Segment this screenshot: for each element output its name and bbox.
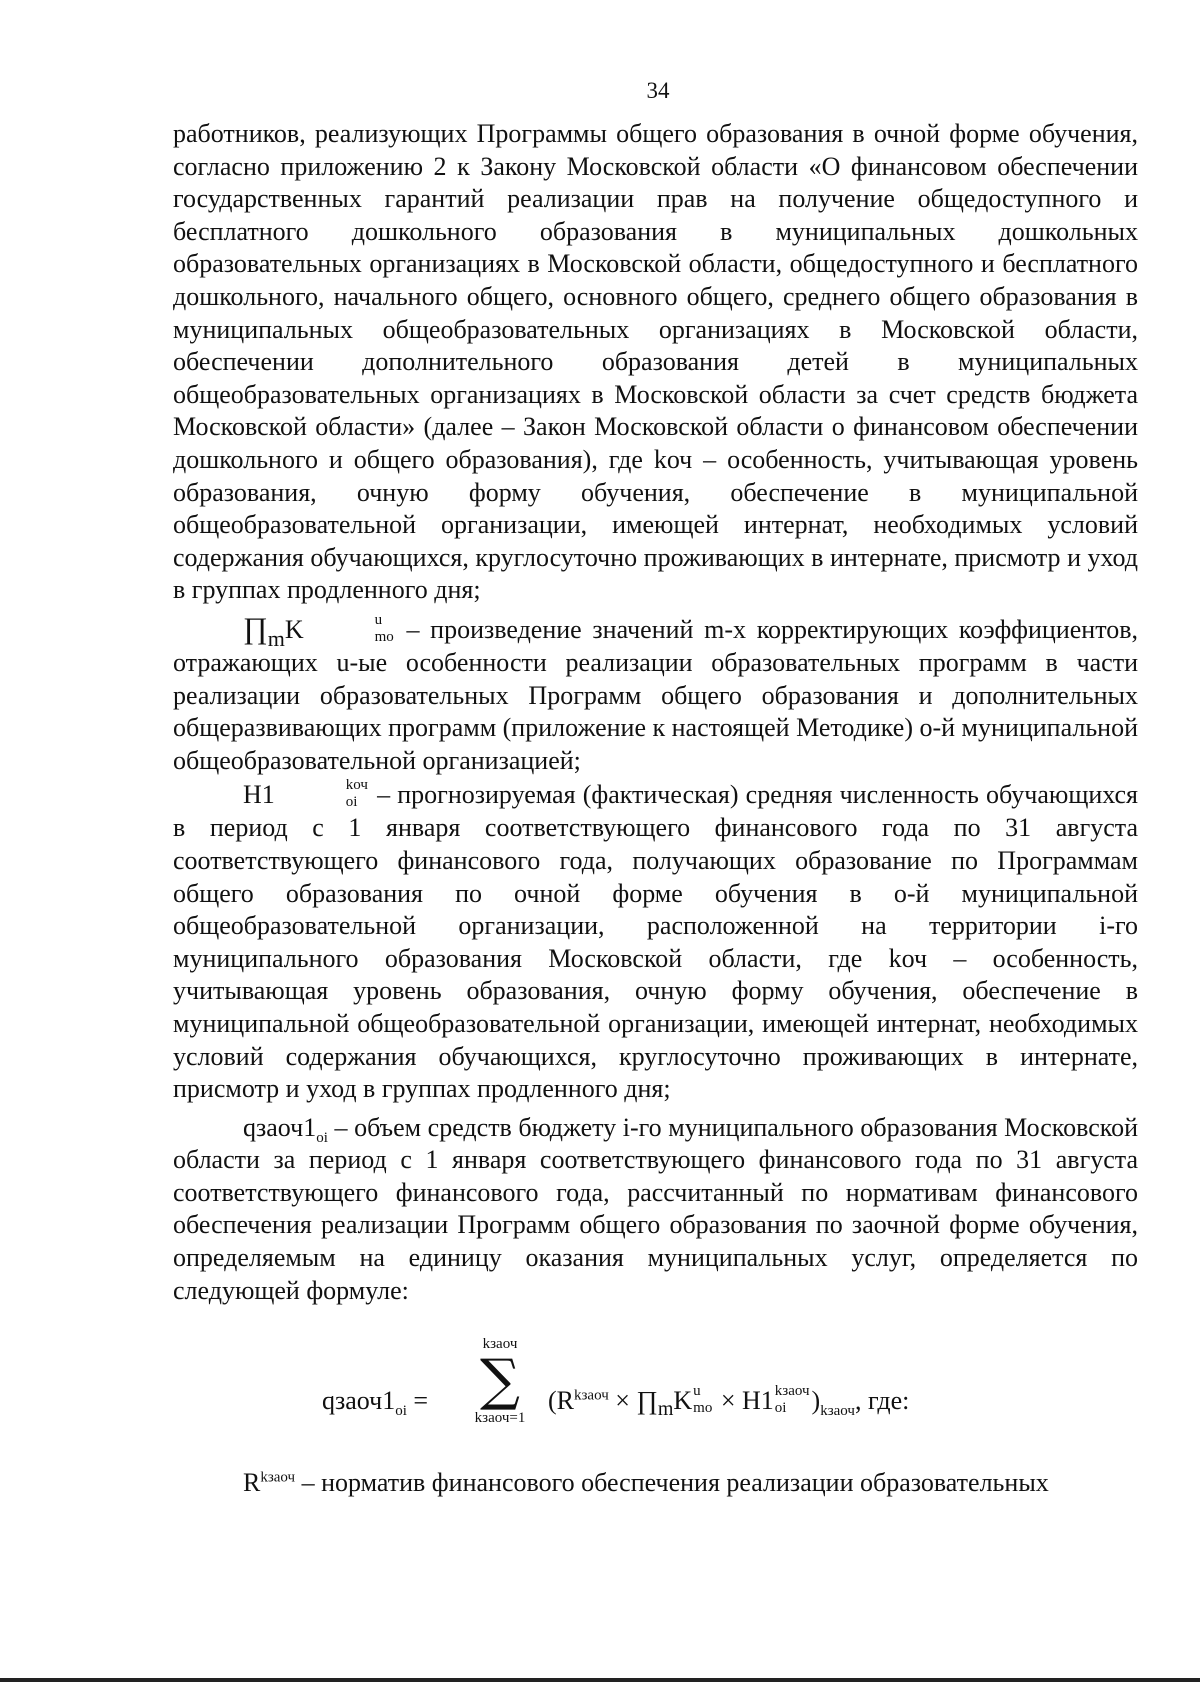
paragraph-2-text: – произведение значений m-х корректирующих коэффициентов, отражающих u-ые особенности реализации образовательных программ в части реализации образовательных Программ общего образования и дополнительных общеразвивающих программ (приложение к настоящей Методике) o-й муниципальной общеобразовательной организацией;: [173, 614, 1139, 775]
formula-tail: , где:: [854, 1386, 910, 1416]
formula-k-sub: mo: [693, 1400, 713, 1417]
paragraph-4-text: – объем средств бюджету i-го муниципального образования Московской области за период с 1 января соответствующего финансового года по 31 августа соответствующего финансового года, рассчитанный по нормативам финансового обеспечения реализации Программ общего образования по заочной форме обучения, определяемым на единицу оказания муниципальных услуг, определяется по следующей формуле:: [173, 1112, 1138, 1305]
q-subscript: oi: [316, 1129, 328, 1146]
page-number: 34: [646, 78, 670, 103]
formula-product-sub: m: [657, 1398, 674, 1421]
formula-times-h1: × H1: [714, 1386, 774, 1416]
paragraph-5-text: – норматив финансового обеспечения реализации образовательных: [295, 1468, 1049, 1498]
formula-close-sub: kзаоч: [820, 1403, 855, 1420]
coefficient-k: K: [284, 614, 304, 644]
h1-indices: [276, 777, 368, 812]
summation-symbol: ∑: [480, 1348, 520, 1414]
formula-rhs: [548, 1383, 910, 1421]
product-symbol: ∏: [243, 611, 268, 645]
formula-equals: =: [406, 1386, 435, 1416]
paragraph-average-enrollment: [173, 779, 1138, 1105]
h1-symbol: H1: [243, 780, 275, 810]
coefficient-k-sub: mo: [374, 628, 394, 645]
formula-k-indices: [693, 1383, 713, 1418]
h1-sub: oi: [345, 794, 358, 811]
paragraph-1: работников, реализующих Программы общего образования в очной форме обучения, согласно приложению 2 к Закону Московской области «О финансовом обеспечении государственных гарантий реализации прав на получение общедоступного и бесплатного дошкольного образования в муниципальных дошкольных образовательных организациях в Московской области, общедоступного и бесплатного дошкольного, начального общего, основного общего, среднего общего образования в муниципальных общеобразовательных организациях в Московской области, обеспечении дополнительного образования детей в муниципальных общеобразовательных организациях в Московской области за счет средств бюджета Московской области» (далее – Закон Московской области о финансовом обеспечении дошкольного и общего образования), где kоч – особенность, учитывающая уровень образования, очную форму обучения, обеспечение в муниципальной общеобразовательной организации, имеющей интернат, необходимых условий содержания обучающихся, круглосуточно проживающих в интернате, присмотр и уход в группах продленного дня;: [173, 119, 1138, 605]
coefficient-k-indices: [305, 611, 394, 647]
formula-h1-sub: oi: [774, 1400, 787, 1417]
coefficient-k-sup: u: [374, 611, 383, 628]
paragraph-3-text: – прогнозируемая (фактическая) средняя численность обучающихся в период с 1 января соответствующего финансового года по 31 августа соответствующего финансового года, получающих образование по Программам общего образования по очной форме обучения в о-й муниципальной общеобразовательной организации, расположенной на территории i-го муниципального образования Московской области, где kоч – особенность, учитывающая уровень образования, очную форму обучения, обеспечение в муниципальной общеобразовательной организации, имеющей интернат, необходимых условий содержания обучающихся, круглосуточно проживающих в интернате, присмотр и уход в группах продленного дня;: [173, 780, 1138, 1104]
formula-k: K: [673, 1386, 693, 1416]
r-superscript: kзаоч: [260, 1469, 296, 1486]
scan-edge-line: [0, 1678, 1200, 1682]
paragraph-product-coefficients: [173, 613, 1138, 777]
h1-sup: kоч: [345, 777, 368, 794]
formula-times-product: × ∏: [608, 1386, 658, 1416]
body-text: [173, 118, 1138, 1500]
summation-upper-limit: kзаоч: [482, 1336, 518, 1353]
formula-lhs: [322, 1385, 435, 1418]
formula-lhs-symbol: qзаоч1: [322, 1386, 396, 1416]
product-subscript: m: [267, 626, 285, 652]
formula: [173, 1335, 1138, 1461]
q-symbol: qзаоч1: [243, 1112, 317, 1142]
formula-close: ): [811, 1386, 821, 1416]
summation-lower-limit: kзаоч=1: [474, 1410, 526, 1427]
paragraph-norm-r: [173, 1467, 1138, 1500]
r-symbol: R: [243, 1468, 261, 1498]
formula-lhs-subscript: oi: [395, 1403, 407, 1420]
formula-open-r: (R: [548, 1386, 574, 1416]
formula-h1-indices: [774, 1383, 810, 1418]
formula-r-sup: kзаоч: [574, 1387, 609, 1404]
formula-h1-sup: kзаоч: [774, 1383, 810, 1400]
paragraph-budget-volume: [173, 1112, 1138, 1308]
formula-k-sup: u: [693, 1383, 701, 1400]
summation: [455, 1335, 545, 1427]
